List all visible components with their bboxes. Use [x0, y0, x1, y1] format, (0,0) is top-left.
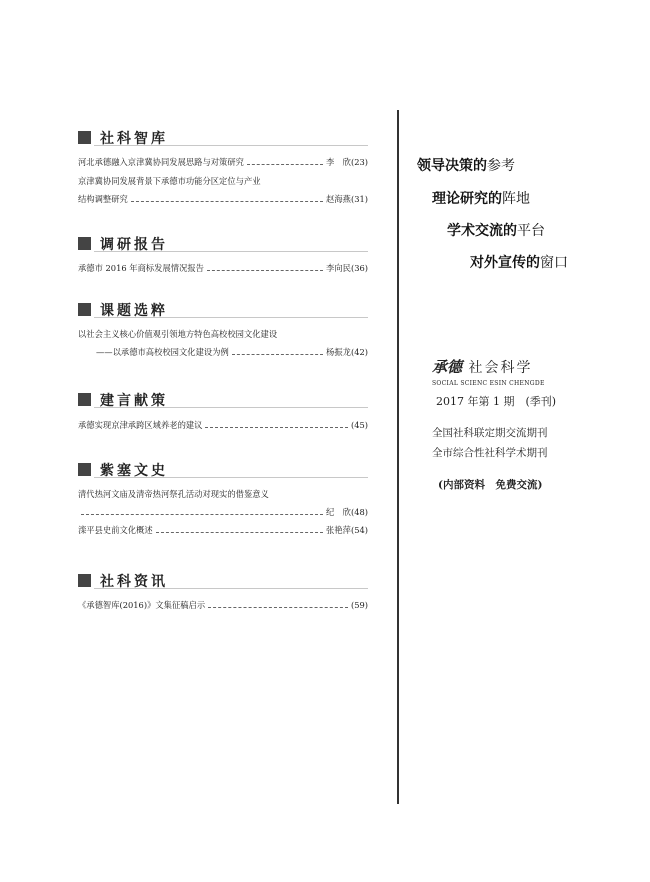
entry-author: 张艳萍 — [326, 525, 351, 535]
section-header — [78, 303, 368, 321]
slogan-line — [447, 220, 545, 240]
journal-info — [432, 356, 602, 492]
section-title: 调研报告 — [100, 237, 168, 253]
leader-dashes — [232, 354, 323, 355]
leader-dashes — [156, 532, 323, 533]
entry-title-line1[interactable]: 京津冀协同发展背景下承德市功能分区定位与产业 — [78, 176, 261, 186]
toc-entry[interactable] — [78, 194, 368, 205]
leader-dashes — [208, 607, 348, 608]
section-title: 社科资讯 — [100, 574, 168, 590]
slogan-line — [470, 252, 568, 272]
issue-label: 2017 年第 1 期 (季刊) — [436, 395, 557, 408]
section-rule — [94, 407, 368, 408]
section-square-icon — [78, 303, 91, 316]
entry-author: 李 欣 — [326, 157, 351, 167]
toc-section-1 — [78, 131, 368, 205]
section-square-icon — [78, 131, 91, 144]
section-rule — [94, 145, 368, 146]
section-title: 课题选粹 — [100, 303, 168, 319]
slogan-line — [432, 188, 530, 208]
entry-author: 李向民 — [326, 263, 351, 273]
section-header — [78, 393, 368, 411]
section-square-icon — [78, 237, 91, 250]
logo-text: 社会科学 — [468, 360, 533, 376]
section-square-icon — [78, 574, 91, 587]
entry-page: (59) — [350, 600, 368, 610]
section-rule — [94, 317, 368, 318]
section-title: 社科智库 — [100, 131, 168, 147]
entry-page: (36) — [350, 263, 368, 273]
toc-section-4 — [78, 393, 368, 431]
entry-page: (23) — [350, 157, 368, 167]
slogan-strong: 学术交流的 — [447, 223, 517, 239]
leader-dashes — [81, 514, 323, 515]
entry-author: 赵海燕 — [326, 194, 351, 204]
section-square-icon — [78, 463, 91, 476]
logo-calligraphy: 承德 — [432, 358, 463, 376]
entry-page: (42) — [350, 347, 368, 357]
journal-logo — [432, 356, 602, 377]
toc-entry[interactable] — [78, 157, 368, 168]
entry-title: 承德市 2016 年商标发展情况报告 — [78, 263, 204, 273]
slogan-strong: 领导决策的 — [417, 158, 487, 174]
toc-section-6 — [78, 574, 368, 611]
slogan-soft: 平台 — [517, 223, 545, 239]
leader-dashes — [247, 164, 323, 165]
section-header — [78, 237, 368, 255]
description-line: 全国社科联定期交流期刊 — [432, 427, 548, 439]
entry-title: 滦平县史前文化概述 — [78, 525, 153, 535]
slogan-soft: 参考 — [487, 158, 515, 174]
toc-entry[interactable] — [78, 507, 368, 518]
leader-dashes — [207, 270, 323, 271]
toc-section-5 — [78, 463, 368, 536]
slogan-strong: 对外宣传的 — [470, 255, 540, 271]
entry-title: 承德实现京津承跨区域养老的建议 — [78, 420, 203, 430]
entry-page: (54) — [350, 525, 368, 535]
toc-section-3 — [78, 303, 368, 358]
section-square-icon — [78, 393, 91, 406]
section-title: 紫塞文史 — [100, 463, 168, 479]
entry-title: 河北承德融入京津冀协同发展思路与对策研究 — [78, 157, 244, 167]
section-header — [78, 131, 368, 149]
entry-author: 纪 欣 — [326, 507, 351, 517]
entry-author: 杨振龙 — [326, 347, 351, 357]
slogan-line — [417, 155, 515, 175]
entry-title: 结构调整研究 — [78, 194, 128, 204]
entry-title: 《承德智库(2016)》文集征稿启示 — [78, 600, 206, 610]
description-line: 全市综合性社科学术期刊 — [432, 447, 548, 459]
section-header — [78, 574, 368, 592]
section-rule — [94, 588, 368, 589]
slogan-soft: 阵地 — [502, 191, 530, 207]
entry-page: (45) — [350, 420, 368, 430]
section-rule — [94, 251, 368, 252]
entry-title-line1[interactable]: 以社会主义核心价值观引领地方特色高校校园文化建设 — [78, 329, 278, 339]
slogan-strong: 理论研究的 — [432, 191, 502, 207]
logo-english: SOCIAL SCIENC ESIN CHENGDE — [432, 380, 545, 387]
toc-section-2 — [78, 237, 368, 274]
entry-title: ——以承德市高校校园文化建设为例 — [96, 347, 229, 357]
section-title: 建言献策 — [100, 393, 168, 409]
entry-title-line1[interactable]: 清代热河文庙及清帝热河祭孔活动对现实的借鉴意义 — [78, 489, 269, 499]
section-header — [78, 463, 368, 481]
vertical-divider — [397, 110, 399, 804]
leader-dashes — [205, 427, 347, 428]
section-rule — [94, 477, 368, 478]
toc-entry[interactable] — [78, 525, 368, 536]
internal-notice: (内部资料 免费交流) — [438, 479, 543, 491]
leader-dashes — [131, 201, 323, 202]
entry-page: (48) — [350, 507, 368, 517]
toc-entry[interactable] — [78, 347, 368, 358]
toc-entry[interactable] — [78, 600, 368, 611]
slogan-soft: 窗口 — [540, 255, 568, 271]
toc-entry[interactable] — [78, 263, 368, 274]
toc-entry[interactable] — [78, 420, 368, 431]
entry-page: (31) — [350, 194, 368, 204]
